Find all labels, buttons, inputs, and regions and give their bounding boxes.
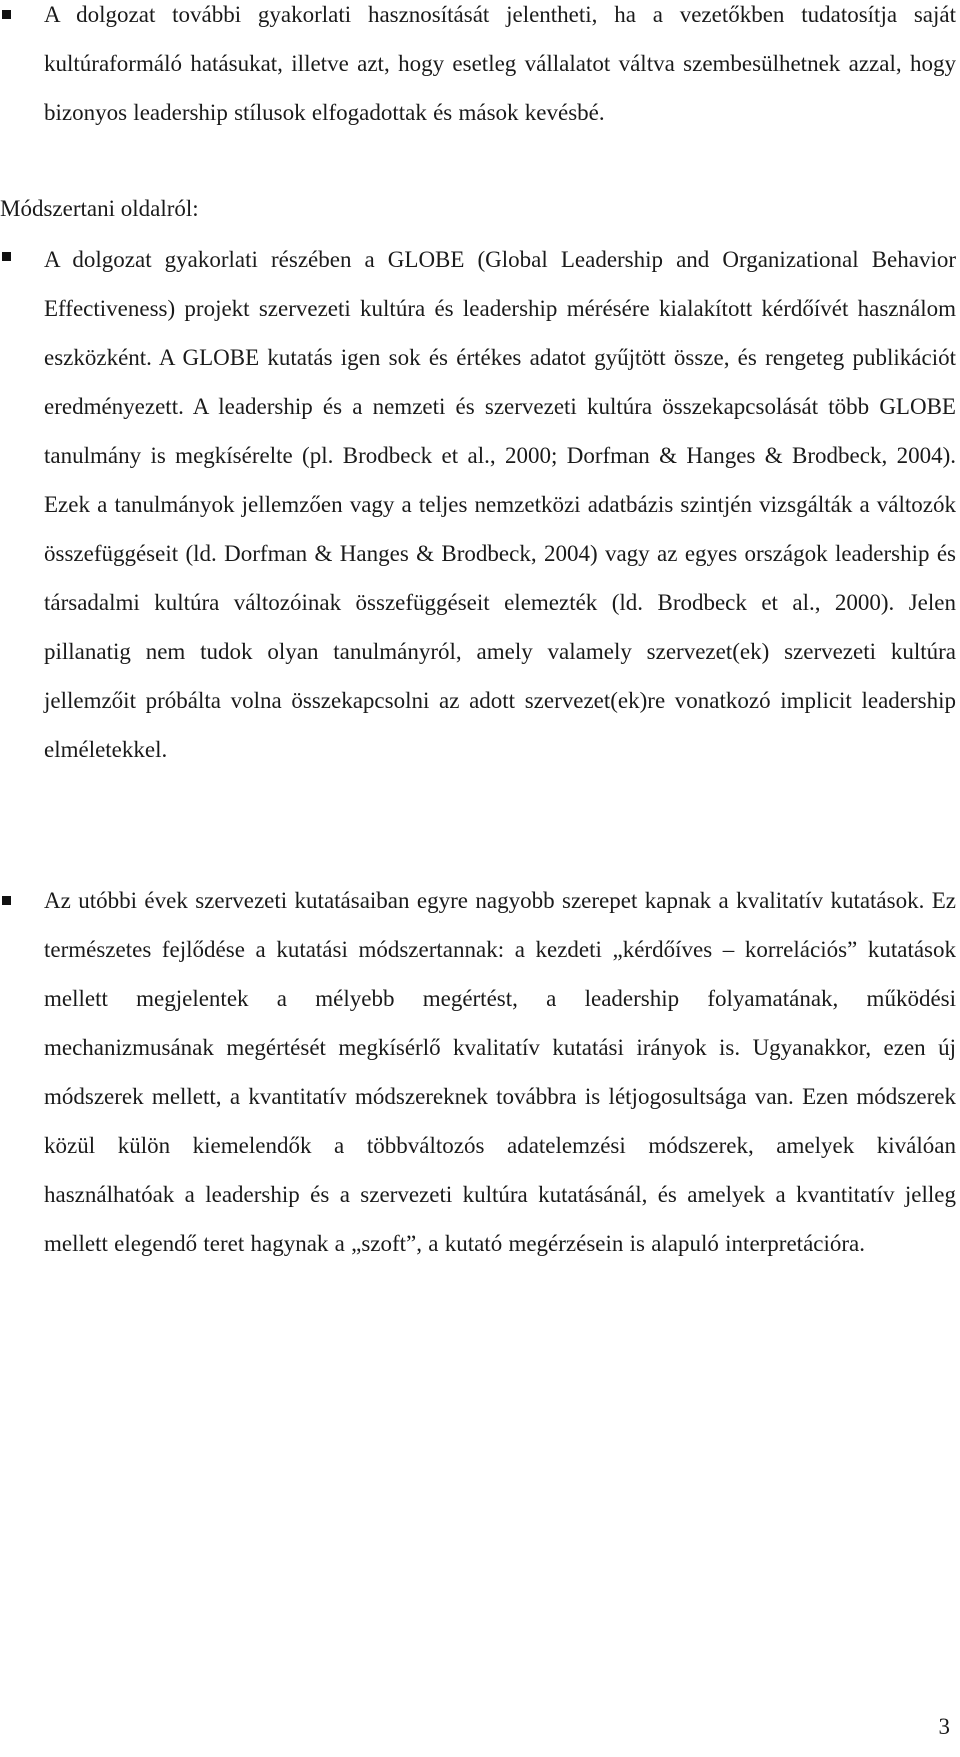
square-bullet-icon [2,252,11,261]
square-bullet-icon [2,10,11,19]
square-bullet-icon [2,896,11,905]
paragraph-globe: A dolgozat gyakorlati részében a GLOBE (Global Leadership and Organizational Behavior Effectiveness) projekt szervezeti kultúra és leadership mérésére kialakított kérdőívét használom eszközként. A GLOBE kutatás igen sok és értékes adatot gyűjtött össze, és rengeteg publikációt eredményezett. A leadership és a nemzeti és szervezeti kultúra összekapcsolását több GLOBE tanulmány is megkísérelte (pl. Brodbeck et al., 2000; Dorfman & Hanges & Brodbeck, 2004). Ezek a tanulmányok jellemzően vagy a teljes nemzetközi adatbázis szintjén vizsgálták a változók összefüggéseit (ld. Dorfman & Hanges & Brodbeck, 2004) vagy az egyes országok leadership és társadalmi kultúra változóinak összefüggéseit elemezték (ld. Brodbeck et al., 2000). Jelen pillanatig nem tudok olyan tanulmányról, amely valamely szervezet(ek) szervezeti kultúra jellemzőit próbálta volna összekapcsolni az adott szervezet(ek)re vonatkozó implicit leadership elméletekkel. [44,247,956,762]
section-heading-methodology: Módszertani oldalról: [0,196,199,221]
page-number: 3 [938,1714,950,1739]
paragraph-qualitative: Az utóbbi évek szervezeti kutatásaiban egyre nagyobb szerepet kapnak a kvalitatív kutatások. Ez természetes fejlődése a kutatási módszertannak: a kezdeti „kérdőíves – korrelációs” kutatások mellett megjelentek a mélyebb megértést, a leadership folyamatának, működési mechanizmusának megértését megkísérlő kvalitatív kutatási irányok is. Ugyanakkor, ezen új módszerek mellett, a kvantitatív módszereknek továbbra is létjogosultsága van. Ezen módszerek közül külön kiemelendők a többváltozós adatelemzési módszerek, amelyek kiválóan használhatóak a leadership és a szervezeti kultúra kutatásánál, és amelyek a kvantitatív jelleg mellett elegendő teret hagynak a „szoft”, a kutató megérzésein is alapuló interpretációra. [44,888,956,1256]
paragraph-practical-use: A dolgozat további gyakorlati hasznosítását jelentheti, ha a vezetőkben tudatosítja saját kultúraformáló hatásukat, illetve azt, hogy esetleg vállalatot váltva szembesülhetnek azzal, hogy bizonyos leadership stílusok elfogadottak és mások kevésbé. [44,2,956,125]
